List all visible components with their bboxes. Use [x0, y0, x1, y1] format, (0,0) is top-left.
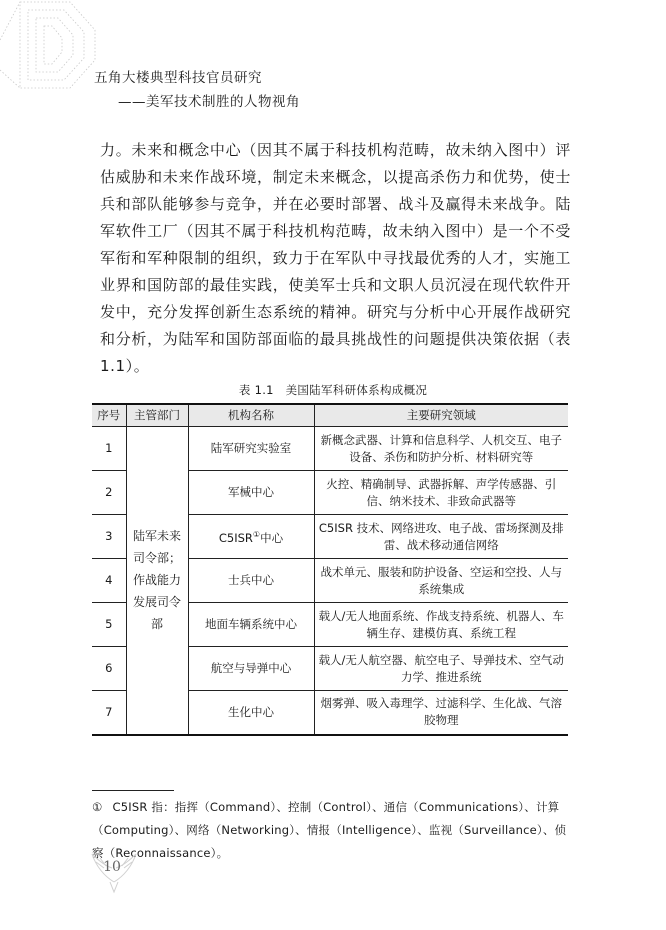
cell-field: 新概念武器、计算和信息科学、人机交互、电子设备、杀伤和防护分析、材料研究等	[314, 427, 568, 471]
cell-no: 1	[92, 427, 126, 471]
cell-department: 陆军未来司令部；作战能力发展司令部	[126, 427, 188, 735]
footnote	[92, 796, 577, 865]
footnote-mark: ①	[92, 800, 103, 814]
table-caption: 表 1.1 美国陆军科研体系构成概况	[238, 383, 428, 397]
header-cell-field: 主要研究领域	[314, 404, 568, 427]
cell-institution	[188, 515, 314, 559]
running-header-subtitle: ——美军技术制胜的人物视角	[118, 94, 300, 110]
cell-no: 2	[92, 471, 126, 515]
cell-no: 6	[92, 647, 126, 691]
cell-institution: 士兵中心	[188, 559, 314, 603]
cell-no: 3	[92, 515, 126, 559]
cell-field: C5ISR 技术、网络进攻、电子战、雷场探测及排雷、战术移动通信网络	[314, 515, 568, 559]
cell-institution: 陆军研究实验室	[188, 427, 314, 471]
cell-no: 5	[92, 603, 126, 647]
footnote-ref: ①	[252, 530, 261, 540]
cell-field: 战术单元、服装和防护设备、空运和空投、人与系统集成	[314, 559, 568, 603]
table-header-row	[92, 404, 568, 427]
footnote-text: C5ISR 指：指挥（Command）、控制（Control）、通信（Communications）、计算（Computing）、网络（Networking）、情报（Intelligence）、监视（Surveillance）、侦察（Reconnaissance）。	[92, 800, 567, 860]
institution-name: C5ISR	[218, 530, 253, 545]
research-system-table	[92, 403, 568, 736]
cell-field: 烟雾弹、吸入毒理学、过滤科学、生化战、气溶胶物理	[314, 691, 568, 735]
corner-pattern-decoration	[0, 0, 110, 110]
cell-institution: 军械中心	[188, 471, 314, 515]
footnote-divider	[92, 790, 174, 791]
table-row	[92, 427, 568, 471]
page-number: 10	[103, 859, 121, 875]
body-paragraph: 力。未来和概念中心（因其不属于科技机构范畴，故未纳入图中）评估威胁和未来作战环境，制定未来概念，以提高杀伤力和优势，使士兵和部队能够参与竞争，并在必要时部署、战斗及赢得未来战争。陆军软件工厂（因其不属于科技机构范畴，故未纳入图中）是一个不受军衔和军种限制的组织，致力于在军队中寻找最优秀的人才，实施工业界和国防部的最佳实践，使美军士兵和文职人员沉浸在现代软件开发中，充分发挥创新生态系统的精神。研究与分析中心开展作战研究和分析，为陆军和国防部面临的最具挑战性的问题提供决策依据（表 1.1）。	[100, 141, 571, 375]
cell-institution: 地面车辆系统中心	[188, 603, 314, 647]
cell-no: 7	[92, 691, 126, 735]
cell-field: 载人/无人地面系统、作战支持系统、机器人、车辆生存、建模仿真、系统工程	[314, 603, 568, 647]
cell-no: 4	[92, 559, 126, 603]
cell-field: 载人/无人航空器、航空电子、导弹技术、空气动力学、推进系统	[314, 647, 568, 691]
cell-field: 火控、精确制导、武器拆解、声学传感器、引信、纳米技术、非致命武器等	[314, 471, 568, 515]
cell-institution: 生化中心	[188, 691, 314, 735]
header-cell-department: 主管部门	[126, 404, 188, 427]
institution-name-suffix: 中心	[260, 530, 284, 545]
running-header-title: 五角大楼典型科技官员研究	[94, 70, 262, 86]
header-cell-no: 序号	[92, 404, 126, 427]
cell-institution: 航空与导弹中心	[188, 647, 314, 691]
header-cell-institution: 机构名称	[188, 404, 314, 427]
